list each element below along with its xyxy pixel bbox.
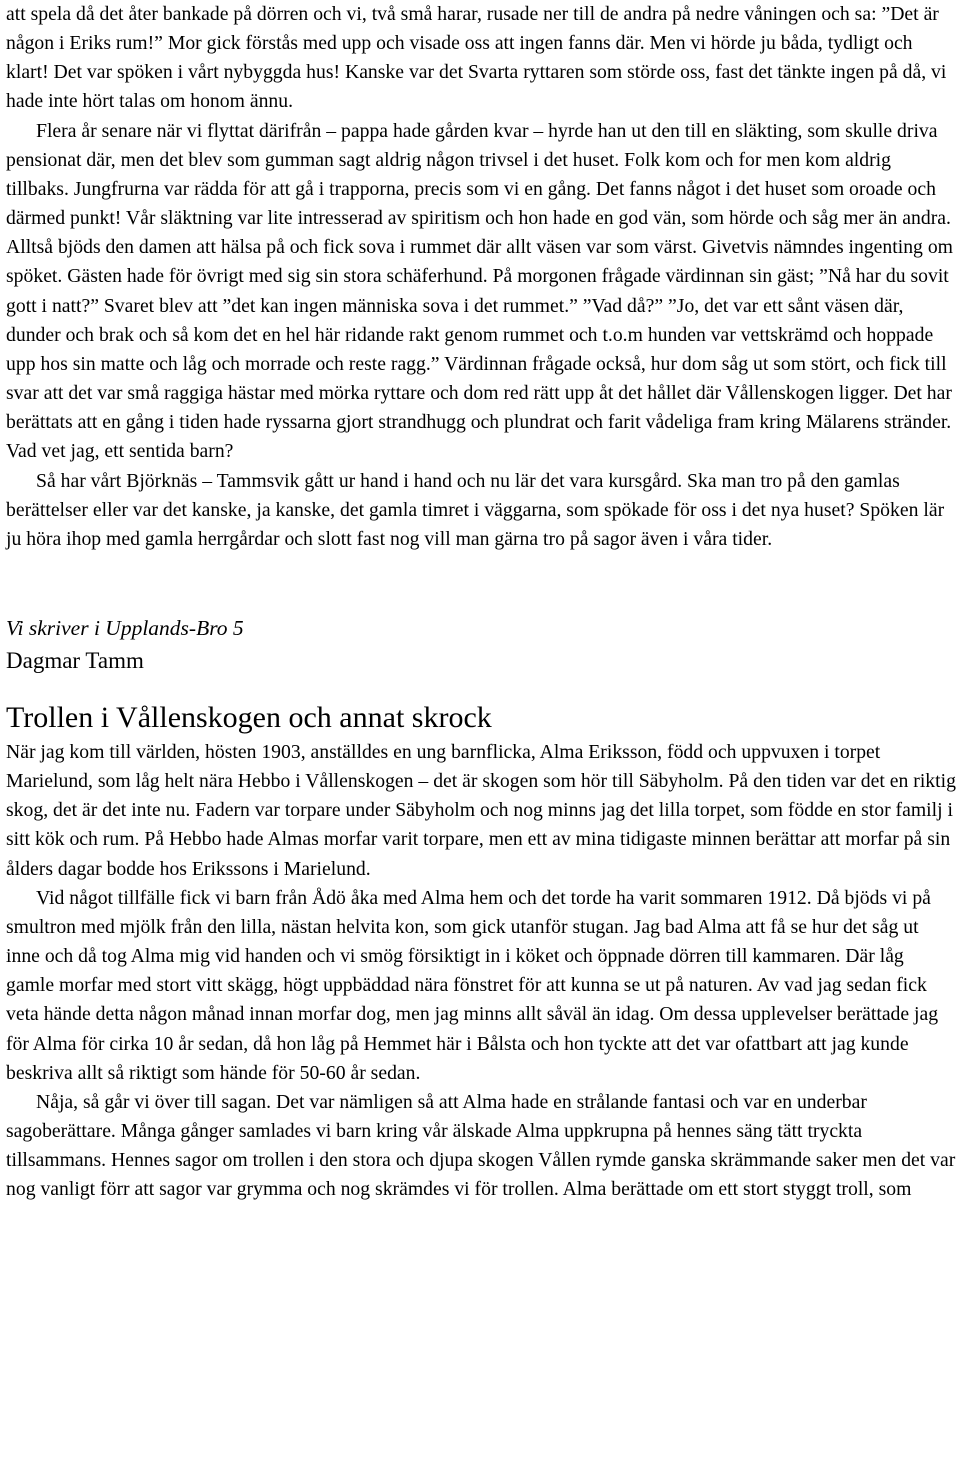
paragraph: Vid något tillfälle fick vi barn från Ådö åka med Alma hem och det torde ha varit sommaren 1912. Då bjöds vi på smultron med mjölk från den lilla, nästan helvita kon, som gick utanför stugan. Jag bad Alma att få se hur det såg ut inne och då tog Alma mig vid handen och vi smög försiktigt in i köket och öppnade dörren till kammaren. Där låg gamle morfar med stort vitt skägg, högt uppbäddad nära fönstret för att kunna se ut på naturen. Av vad jag sedan fick veta hände detta någon månad innan morfar dog, men jag minns allt såväl än idag. Om dessa upplevelser berättade jag för Alma för cirka 10 år sedan, då hon låg på Hemmet här i Bålsta och hon tyckte att det var ofattbart att jag kunde beskriva allt så riktigt som hände för 50-60 år sedan. <box>6 886 939 1084</box>
paragraph: att spela då det åter bankade på dörren och vi, två små harar, rusade ner till de andra på nedre våningen och sa: ”Det är någon i Eriks rum!” Mor gick förstås med upp och visade oss att ingen fanns där. Men vi hörde ju båda, tydligt och klart! Det var spöken i vårt nybyggda hus! Kanske var det Svarta ryttaren som störde oss, fast det tänkte ingen på då, vi hade inte hört talas om honom ännu. <box>6 3 947 113</box>
article-body <box>6 738 956 1205</box>
document-page <box>6 0 956 1204</box>
author-name: Dagmar Tamm <box>6 647 144 673</box>
paragraph: När jag kom till världen, hösten 1903, anställdes en ung barnflicka, Alma Eriksson, född och uppvuxen i torpet Marielund, som låg helt nära Hebbo i Vållenskogen – det är skogen som hör till Säbyholm. På den tiden var det en riktig skog, det är det inte nu. Fadern var torpare under Säbyholm och nog minns jag det lilla torpet, som födde en stor familj i sitt kök och rum. På Hebbo hade Almas morfar varit torpare, men ett av mina tidigaste minnen berättar att morfar på sin ålders dagar bodde hos Erikssons i Marielund. <box>6 740 956 880</box>
paragraph: Så har vårt Björknäs – Tammsvik gått ur hand i hand och nu lär det vara kursgård. Ska man tro på den gamlas berättelser eller var det kanske, ja kanske, det gamla timret i väggarna, som spökade för oss i det nya huset? Spöken lär ju höra ihop med gamla herrgårdar och slott fast nog vill man gärna tro på sagor även i våra tider. <box>6 469 945 550</box>
article-title: Trollen i Vållenskogen och annat skrock <box>6 700 492 734</box>
article-heading <box>6 612 956 738</box>
section-gap <box>6 554 956 612</box>
paragraph: Nåja, så går vi över till sagan. Det var nämligen så att Alma hade en strålande fantasi och var en underbar sagoberättare. Många gånger samlades vi barn kring vår älskade Alma uppkrupna på hennes säng tätt tryckta tillsammans. Hennes sagor om trollen i den stora och djupa skogen Vållen rymde ganska skrämmande saker men det var nog vanligt förr att sagor var grymma och nog skrämdes vi för trollen. Alma berättade om ett stort styggt troll, som <box>6 1090 956 1201</box>
paragraph: Flera år senare när vi flyttat därifrån – pappa hade gården kvar – hyrde han ut den till en släkting, som skulle driva pensionat där, men det blev som gumman sagt aldrig någon trivsel i det huset. Folk kom och for men kom aldrig tillbaks. Jungfrurna var rädda för att gå i trapporna, precis som vi en gång. Det fanns något i det huset som oroade och därmed punkt! Vår släktning var lite intresserad av spiritism och hon hade en god vän, som hörde och såg mer än andra. Alltså bjöds den damen att hälsa på och fick sova i rummet där allt väsen var som värst. Givetvis nämndes ingenting om spöket. Gästen hade för övrigt med sig sin stora schäferhund. På morgonen frågade värdinnan sin gäst; ”Nå har du sovit gott i natt?” Svaret blev att ”det kan ingen människa sova i det rummet.” ”Vad då?” ”Jo, det var ett sånt väsen där, dunder och brak och så kom det en hel här ridande rakt genom rummet och t.o.m hunden var vettskrämd och hoppade upp hos sin matte och låg och morrade och reste ragg.” Värdinnan frågade också, hur dom såg ut som stört, och fick till svar att det var små raggiga hästar med mörka ryttare och dom red rätt upp åt det hållet där Vållenskogen ligger. Det har berättats att en gång i tiden hade ryssarna gjort strandhugg och plundrat och farit vådeliga fram kring Mälarens stränder. Vad vet jag, ett sentida barn? <box>6 119 953 463</box>
story-continuation <box>6 0 956 554</box>
series-title: Vi skriver i Upplands-Bro 5 <box>6 615 244 640</box>
